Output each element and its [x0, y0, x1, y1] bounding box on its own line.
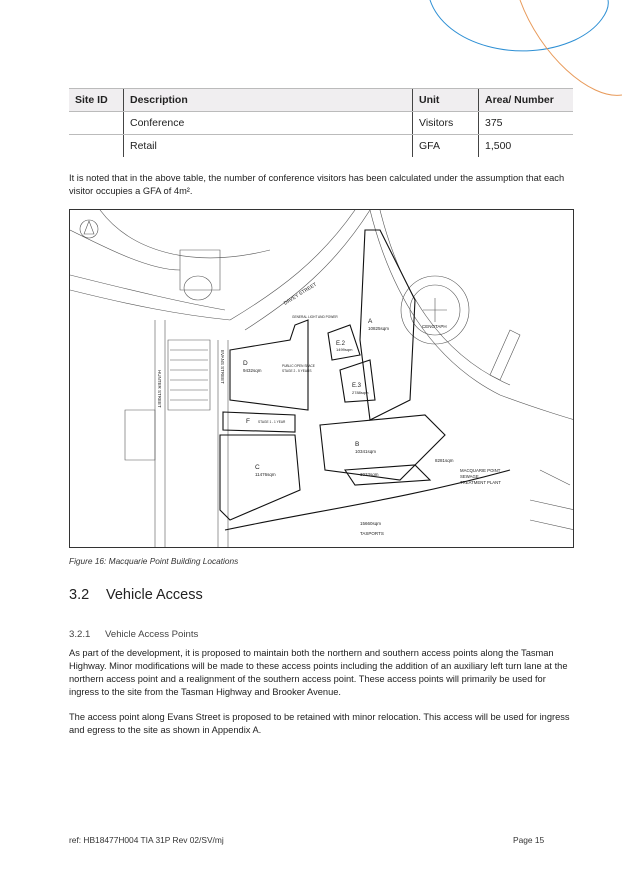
area-8281-label: 8281sqm [435, 458, 454, 463]
site-c-area: 11476sqm [255, 472, 276, 477]
table-row [69, 135, 573, 158]
section-title: Vehicle Access [106, 587, 203, 603]
column-header: Area/ Number [479, 89, 574, 112]
site-e2-area: 1499sqm [336, 347, 353, 352]
site-d-area: 9432sqm [243, 368, 262, 373]
table-cell: Visitors [413, 112, 479, 135]
table-note-paragraph: It is noted that in the above table, the number of conference visitors has been calculated under the assumption that each visitor occupies a GFA of 4m². [69, 173, 565, 196]
table-cell: GFA [413, 135, 479, 158]
page-number: Page 15 [513, 835, 545, 845]
site-e3-outline [340, 360, 375, 402]
site-e2-label: E.2 [336, 341, 346, 347]
body-paragraph: The access point along Evans Street is proposed to be retained with minor relocation. This access will be used for ingress and egress to the site as shown in Appendix A. [69, 712, 570, 735]
davey-street-label: DAVEY STREET [282, 281, 318, 307]
column-header: Site ID [69, 89, 124, 112]
footer-reference: ref: HB18477H004 TIA 31P Rev 02/SV/mj [69, 835, 224, 845]
section-heading [69, 587, 203, 603]
subsection-title: Vehicle Access Points [105, 629, 199, 640]
column-header: Description [124, 89, 413, 112]
table-cell [69, 135, 124, 158]
table-cell: Conference [124, 112, 413, 135]
site-e3-area: 2788sqm [352, 390, 369, 395]
subsection-heading [69, 629, 198, 640]
site-map-figure [69, 209, 574, 548]
site-e3-label: E.3 [352, 383, 362, 389]
body-paragraph: As part of the development, it is proposed to maintain both the northern and southern access points along the Tasman Highway. Minor modifications will be made to these access points including the addition of an auxiliary left turn lane at the northern access point and a realignment of the southern access point. These access points will primarily be used for ingress to the site from the Tasman Highway and Brooker Avenue. [69, 648, 568, 697]
hunter-street-label: HUNTER STREET [157, 370, 162, 408]
site-table [69, 88, 573, 157]
power-note: GENERAL LIGHT AND POWER [292, 315, 338, 319]
sewage-plant-label: SEWAGE [460, 474, 479, 479]
cenotaph-label: CENOTAPH [422, 324, 447, 329]
site-f-label: F [246, 418, 250, 425]
subsection-number: 3.2.1 [69, 629, 91, 640]
tasports-label: TASPORTS [360, 531, 384, 536]
stage-label: STAGE 1 - 1 YEAR [258, 420, 286, 424]
section-number: 3.2 [69, 587, 90, 603]
area-15660-label: 15660sqm [360, 521, 382, 526]
public-open-space-label: PUBLIC OPEN SPACE [282, 364, 315, 368]
evans-street-label: EVANS STREET [220, 350, 225, 384]
site-c-outline [220, 435, 300, 520]
column-header: Unit [413, 89, 479, 112]
figure-caption: Figure 16: Macquarie Point Building Locations [69, 556, 239, 566]
table-cell [69, 112, 124, 135]
site-d-label: D [243, 360, 248, 367]
site-a-area: 10825sqm [368, 326, 390, 331]
stage-note: STAGE 2 - 5 YEARS [282, 369, 312, 373]
table-row [69, 112, 573, 135]
area-3033-label: 3033sqm [360, 472, 379, 477]
site-b-label: B [355, 441, 360, 448]
site-b-area: 10341sqm [355, 449, 377, 454]
table-cell: Retail [124, 135, 413, 158]
site-map [70, 210, 574, 548]
table-cell: 1,500 [479, 135, 574, 158]
site-c-label: C [255, 464, 260, 471]
table-cell: 375 [479, 112, 574, 135]
sewage-plant-label: MACQUARIE POINT [460, 468, 501, 473]
site-a-label: A [368, 318, 373, 325]
site-b-outline [320, 415, 445, 480]
sewage-plant-label: TREATMENT PLANT [460, 480, 501, 485]
table-header-row [69, 89, 573, 112]
